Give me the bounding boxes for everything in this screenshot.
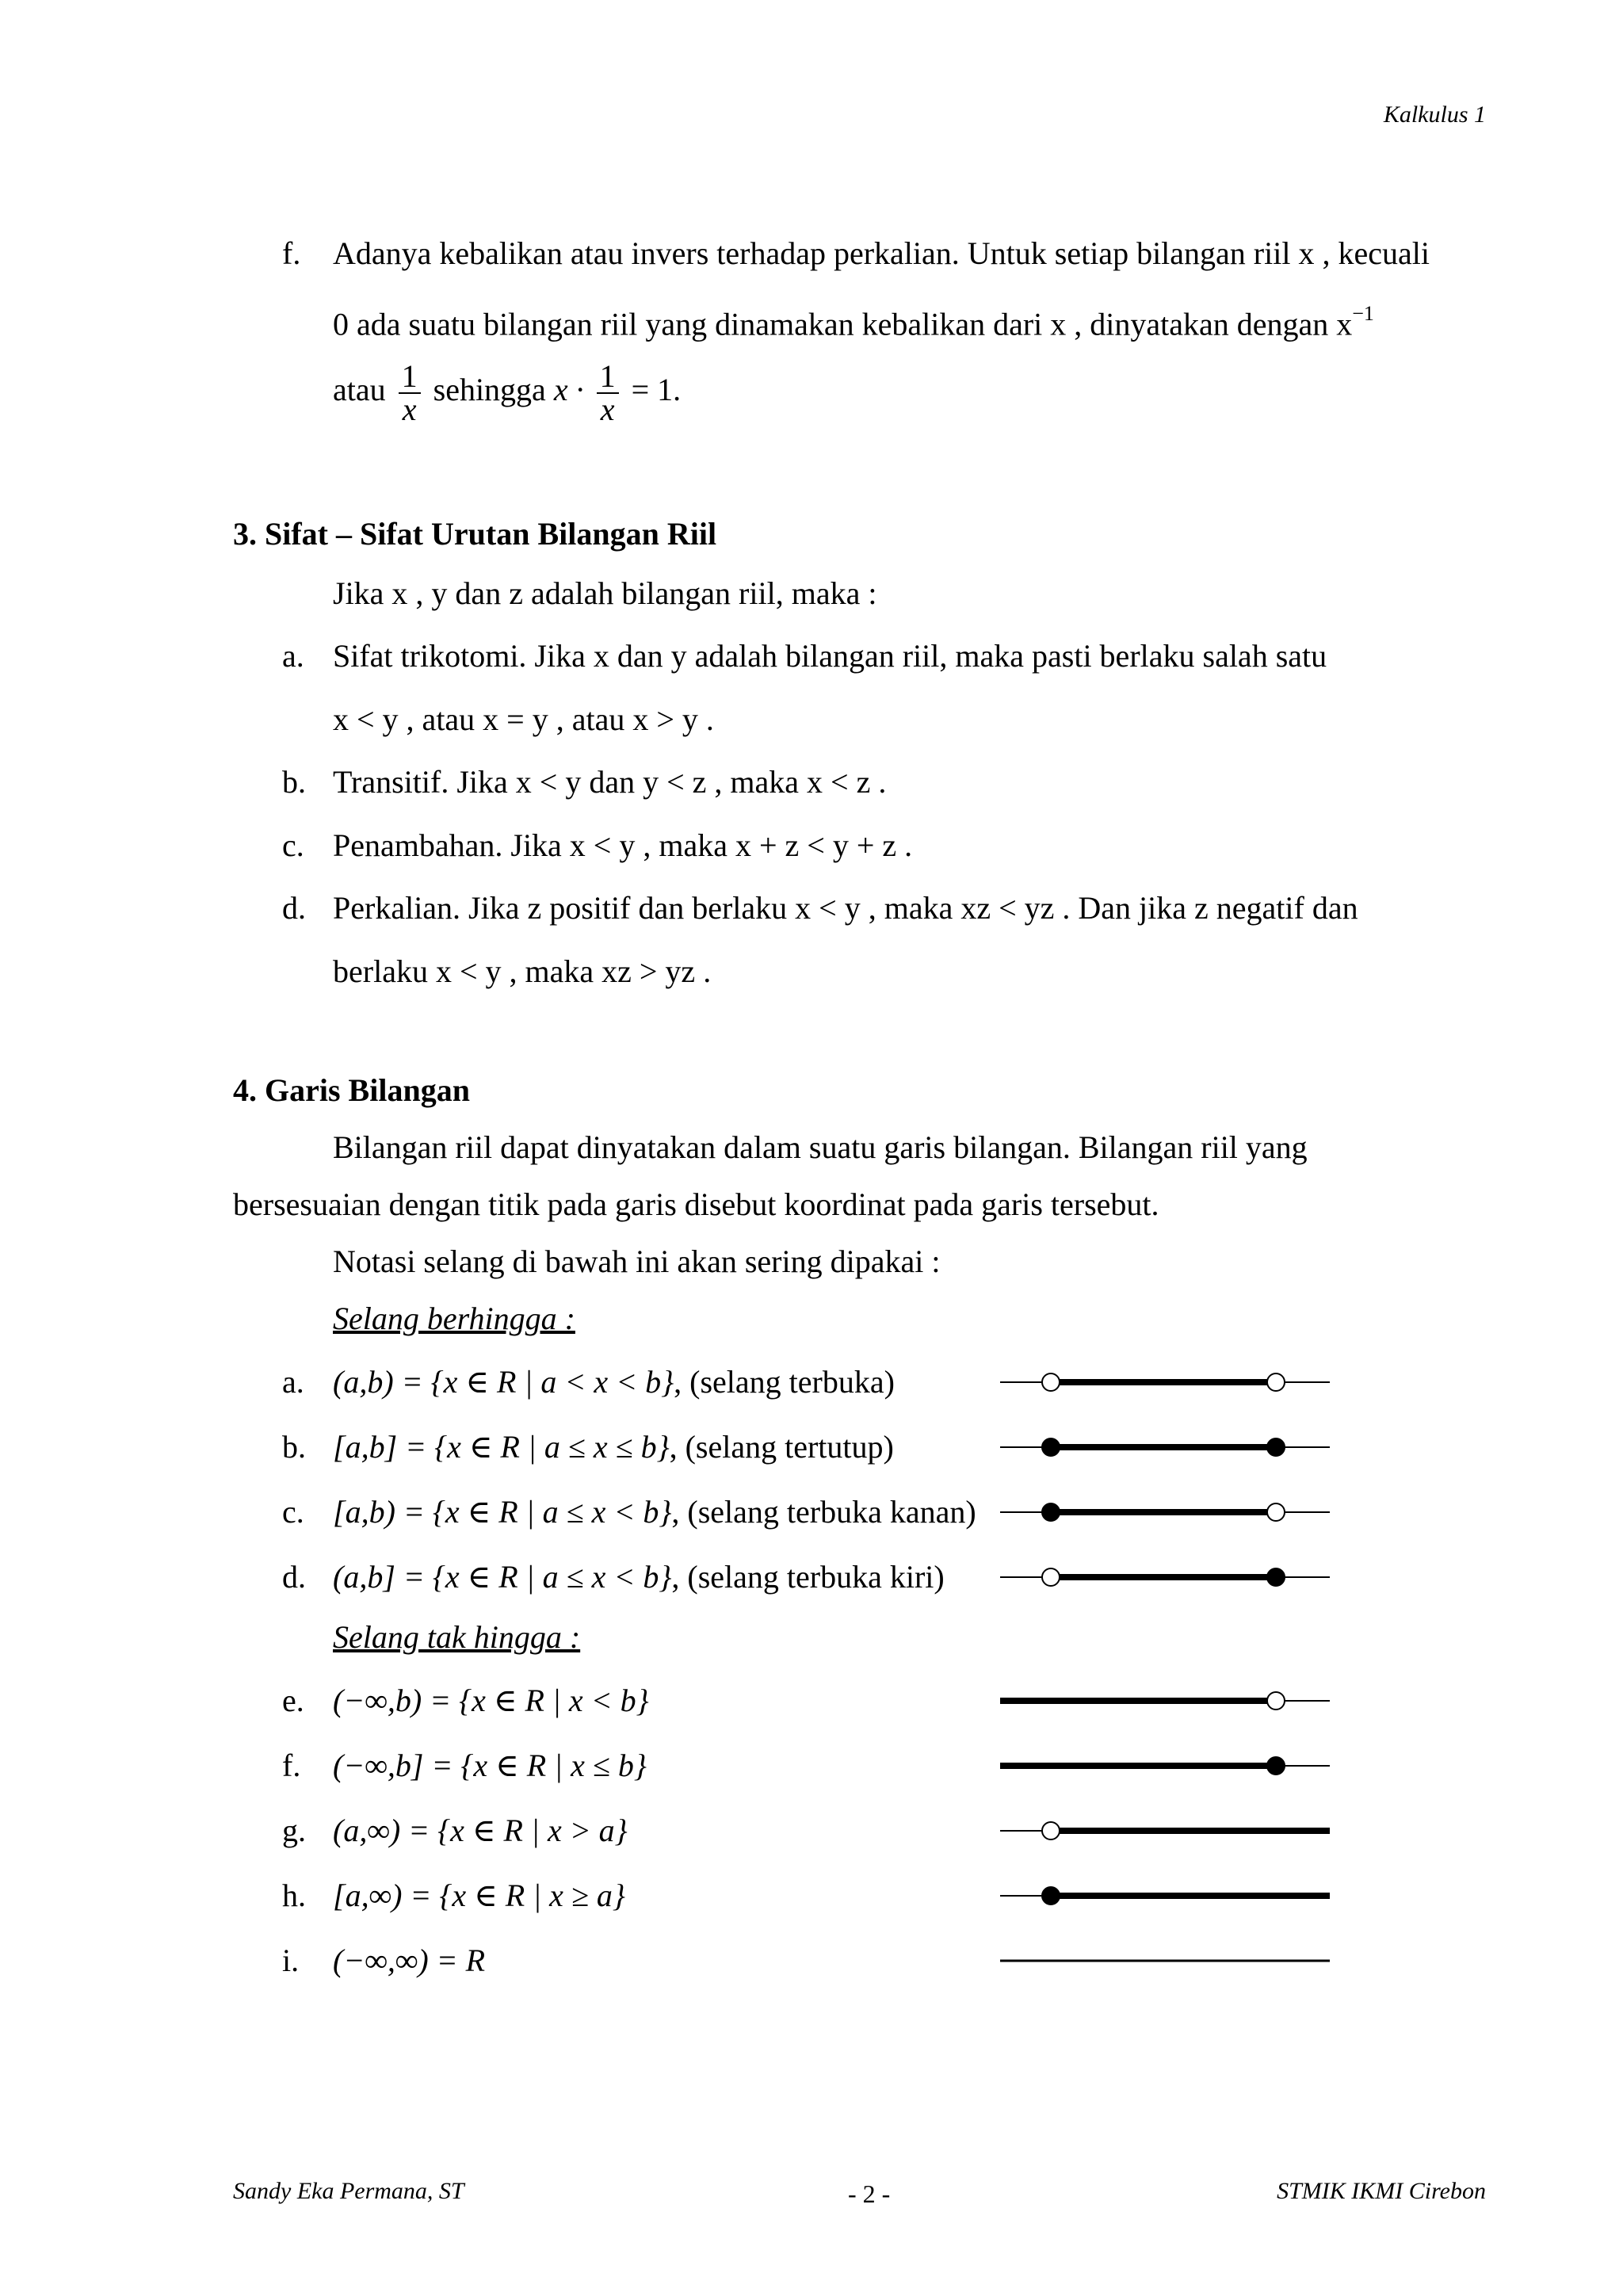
infinite-interval-title: Selang tak hingga : bbox=[333, 1619, 581, 1655]
interval-marker: h. bbox=[282, 1878, 306, 1913]
interval-formula bbox=[333, 1558, 945, 1596]
closed-endpoint bbox=[1042, 1503, 1060, 1521]
word-sehingga: sehingga bbox=[433, 372, 546, 408]
footer-author: Sandy Eka Permana, ST bbox=[233, 2178, 464, 2204]
interval-marker: d. bbox=[282, 1559, 306, 1595]
item-a-line2: x < y , atau x = y , atau x > y . bbox=[333, 701, 714, 737]
interval-marker: f. bbox=[282, 1748, 301, 1783]
number-line bbox=[999, 1561, 1331, 1593]
product-x: x · bbox=[553, 372, 584, 408]
closed-endpoint bbox=[1267, 1568, 1285, 1586]
interval-formula bbox=[333, 1493, 976, 1531]
number-line bbox=[999, 1880, 1331, 1912]
interval-description: , (selang terbuka) bbox=[674, 1364, 895, 1400]
interval-formula bbox=[333, 1428, 894, 1466]
open-endpoint bbox=[1042, 1568, 1060, 1586]
item-a-line1: Sifat trikotomi. Jika x dan y adalah bilangan riil, maka pasti berlaku salah satu bbox=[333, 638, 1327, 674]
section-4-para-line2: bersesuaian dengan titik pada garis disebut koordinat pada garis tersebut. bbox=[233, 1186, 1159, 1222]
footer-institution: STMIK IKMI Cirebon bbox=[1277, 2178, 1486, 2204]
item-a-marker: a. bbox=[282, 638, 304, 674]
section-3-intro: Jika x , y dan z adalah bilangan riil, maka : bbox=[333, 575, 877, 611]
finite-interval-title: Selang berhingga : bbox=[333, 1301, 575, 1336]
closed-endpoint bbox=[1267, 1438, 1285, 1456]
interval-set-notation: [a,b) = {x ∈ R | a ≤ x < b} bbox=[333, 1494, 672, 1530]
closed-endpoint bbox=[1042, 1438, 1060, 1456]
number-line bbox=[999, 1945, 1331, 1977]
open-endpoint bbox=[1267, 1373, 1285, 1391]
interval-set-notation: (a,b) = {x ∈ R | a < x < b} bbox=[333, 1364, 674, 1400]
interval-formula bbox=[333, 1877, 625, 1915]
item-f-line3 bbox=[333, 358, 682, 427]
interval-marker: g. bbox=[282, 1813, 306, 1848]
interval-set-notation: [a,b] = {x ∈ R | a ≤ x ≤ b} bbox=[333, 1429, 670, 1465]
item-f-marker: f. bbox=[282, 235, 301, 271]
fraction-denominator-2: x bbox=[597, 392, 619, 426]
fraction-one-over-x bbox=[399, 358, 421, 427]
interval-formula bbox=[333, 1747, 647, 1785]
item-f-line2-text: 0 ada suatu bilangan riil yang dinamakan kebalikan dari x , dinyatakan dengan x bbox=[333, 306, 1353, 342]
open-endpoint bbox=[1042, 1822, 1060, 1839]
item-d-line2: berlaku x < y , maka xz > yz . bbox=[333, 953, 712, 989]
notasi-line: Notasi selang di bawah ini akan sering dipakai : bbox=[333, 1244, 941, 1279]
number-line bbox=[999, 1685, 1331, 1717]
interval-set-notation: (a,b] = {x ∈ R | a ≤ x < b} bbox=[333, 1559, 672, 1595]
fraction-numerator-2: 1 bbox=[599, 358, 616, 394]
interval-formula bbox=[333, 1942, 485, 1980]
interval-description: , (selang terbuka kiri) bbox=[671, 1559, 945, 1595]
interval-marker: a. bbox=[282, 1364, 304, 1400]
open-endpoint bbox=[1267, 1692, 1285, 1710]
interval-marker: i. bbox=[282, 1943, 300, 1978]
number-line bbox=[999, 1750, 1331, 1782]
item-d-line1: Perkalian. Jika z positif dan berlaku x < y , maka xz < yz . Dan jika z negatif dan bbox=[333, 890, 1358, 926]
item-d-marker: d. bbox=[282, 890, 306, 926]
fraction-denominator: x bbox=[399, 392, 421, 426]
number-line bbox=[999, 1815, 1331, 1847]
item-f-line1: Adanya kebalikan atau invers terhadap perkalian. Untuk setiap bilangan riil x , kecuali bbox=[333, 235, 1430, 271]
number-line bbox=[999, 1366, 1331, 1398]
item-b-marker: b. bbox=[282, 764, 306, 800]
interval-set-notation: (a,∞) = {x ∈ R | x > a} bbox=[333, 1813, 628, 1848]
interval-formula bbox=[333, 1812, 628, 1850]
number-line bbox=[999, 1431, 1331, 1463]
interval-marker: c. bbox=[282, 1494, 304, 1530]
interval-formula bbox=[333, 1682, 649, 1720]
item-c-marker: c. bbox=[282, 827, 304, 863]
interval-set-notation: (−∞,b] = {x ∈ R | x ≤ b} bbox=[333, 1748, 647, 1783]
interval-marker: b. bbox=[282, 1429, 306, 1465]
interval-set-notation: (−∞,∞) = R bbox=[333, 1943, 486, 1978]
item-c-line1: Penambahan. Jika x < y , maka x + z < y + z . bbox=[333, 827, 913, 863]
item-b-line1: Transitif. Jika x < y dan y < z , maka x < z . bbox=[333, 764, 887, 800]
inverse-exponent: −1 bbox=[1352, 302, 1374, 325]
closed-endpoint bbox=[1267, 1757, 1285, 1775]
section-3-heading: 3. Sifat – Sifat Urutan Bilangan Riil bbox=[233, 516, 717, 552]
fraction-numerator: 1 bbox=[401, 358, 418, 394]
section-4-para-line1: Bilangan riil dapat dinyatakan dalam suatu garis bilangan. Bilangan riil yang bbox=[333, 1129, 1308, 1165]
item-f-line2 bbox=[333, 298, 1374, 343]
interval-description: , (selang tertutup) bbox=[669, 1429, 894, 1465]
closed-endpoint bbox=[1042, 1887, 1060, 1904]
equals-one: = 1. bbox=[631, 372, 682, 408]
section-4-heading: 4. Garis Bilangan bbox=[233, 1072, 470, 1108]
interval-marker: e. bbox=[282, 1683, 304, 1718]
open-endpoint bbox=[1042, 1373, 1060, 1391]
fraction-one-over-x-2 bbox=[597, 358, 619, 427]
footer-page-number: - 2 - bbox=[848, 2179, 891, 2208]
interval-description: , (selang terbuka kanan) bbox=[671, 1494, 976, 1530]
interval-set-notation: [a,∞) = {x ∈ R | x ≥ a} bbox=[333, 1878, 625, 1913]
number-line bbox=[999, 1496, 1331, 1528]
interval-formula bbox=[333, 1363, 895, 1401]
open-endpoint bbox=[1267, 1503, 1285, 1521]
interval-set-notation: (−∞,b) = {x ∈ R | x < b} bbox=[333, 1683, 649, 1718]
word-atau: atau bbox=[333, 372, 386, 408]
running-header: Kalkulus 1 bbox=[1383, 101, 1486, 128]
